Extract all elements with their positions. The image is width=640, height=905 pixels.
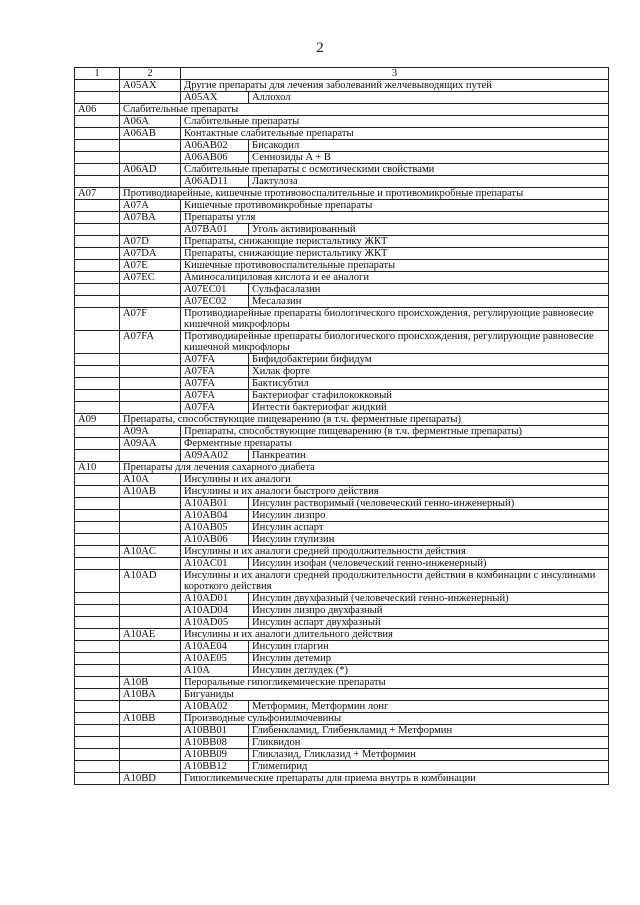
name-cell: Глимепирид xyxy=(249,761,609,773)
table-row xyxy=(75,224,609,236)
subgroup-cell xyxy=(120,522,181,534)
code-cell: A07FA xyxy=(120,331,181,354)
table-row xyxy=(75,546,609,558)
code-cell: A09A xyxy=(120,426,181,438)
table-row xyxy=(75,212,609,224)
group-cell xyxy=(75,390,120,402)
name-cell: Гликвидон xyxy=(249,737,609,749)
table-row xyxy=(75,605,609,617)
group-cell xyxy=(75,366,120,378)
name-cell: Инсулины и их аналоги средней продолжительности действия xyxy=(181,546,609,558)
code-cell: A10AC01 xyxy=(181,558,249,570)
code-cell: A09AA xyxy=(120,438,181,450)
table-row xyxy=(75,629,609,641)
table-body xyxy=(75,68,609,785)
code-cell: A10AB05 xyxy=(181,522,249,534)
name-cell: Инсулин аспарт двухфазный xyxy=(249,617,609,629)
code-cell: A07EC xyxy=(120,272,181,284)
name-cell: Интести бактериофаг жидкий xyxy=(249,402,609,414)
code-cell: A10AE05 xyxy=(181,653,249,665)
group-cell xyxy=(75,546,120,558)
name-cell: Производные сульфонилмочевины xyxy=(181,713,609,725)
code-cell: A10A xyxy=(120,474,181,486)
table-row xyxy=(75,331,609,354)
code-cell: A07BA01 xyxy=(181,224,249,236)
subgroup-cell xyxy=(120,749,181,761)
code-cell: A10BD xyxy=(120,773,181,785)
code-cell: A10AE04 xyxy=(181,641,249,653)
name-cell: Метформин, Метформин лонг xyxy=(249,701,609,713)
code-cell: A10AD01 xyxy=(181,593,249,605)
code-cell: A06AD11 xyxy=(181,176,249,188)
code-cell: A07E xyxy=(120,260,181,272)
subgroup-cell xyxy=(120,152,181,164)
code-cell: A06AB06 xyxy=(181,152,249,164)
code-cell: A07FA xyxy=(181,402,249,414)
group-cell xyxy=(75,689,120,701)
group-cell xyxy=(75,677,120,689)
code-cell: A06AB xyxy=(120,128,181,140)
page-number: 2 xyxy=(316,40,324,56)
code-cell: A06A xyxy=(120,116,181,128)
table-row xyxy=(75,749,609,761)
subgroup-cell xyxy=(120,354,181,366)
name-cell: Инсулин лизпро двухфазный xyxy=(249,605,609,617)
group-cell xyxy=(75,773,120,785)
table-row xyxy=(75,426,609,438)
group-cell xyxy=(75,486,120,498)
subgroup-cell xyxy=(120,450,181,462)
group-cell xyxy=(75,176,120,188)
name-cell: Инсулины и их аналоги быстрого действия xyxy=(181,486,609,498)
name-cell: Препараты, снижающие перистальтику ЖКТ xyxy=(181,248,609,260)
table-row xyxy=(75,701,609,713)
group-cell xyxy=(75,354,120,366)
group-cell xyxy=(75,617,120,629)
code-cell: A10BB01 xyxy=(181,725,249,737)
subgroup-cell xyxy=(120,653,181,665)
table-row xyxy=(75,402,609,414)
subgroup-cell xyxy=(120,534,181,546)
group-cell xyxy=(75,128,120,140)
name-cell: Гипогликемические препараты для приема внутрь в комбинации xyxy=(181,773,609,785)
subgroup-cell xyxy=(120,224,181,236)
name-cell: Инсулин гларгин xyxy=(249,641,609,653)
code-cell: A10B xyxy=(120,677,181,689)
group-cell xyxy=(75,641,120,653)
group-cell xyxy=(75,402,120,414)
subgroup-cell xyxy=(120,284,181,296)
group-cell xyxy=(75,558,120,570)
table-row xyxy=(75,152,609,164)
code-cell: A10AB xyxy=(120,486,181,498)
name-cell: Инсулин деглудек (*) xyxy=(249,665,609,677)
name-cell: Контактные слабительные препараты xyxy=(181,128,609,140)
table-row xyxy=(75,104,609,116)
group-cell xyxy=(75,92,120,104)
subgroup-cell xyxy=(120,510,181,522)
table-row xyxy=(75,677,609,689)
table-row xyxy=(75,140,609,152)
table-row xyxy=(75,689,609,701)
group-cell xyxy=(75,701,120,713)
code-cell: A10BA xyxy=(120,689,181,701)
name-cell: Аллохол xyxy=(249,92,609,104)
table-row xyxy=(75,272,609,284)
group-cell xyxy=(75,200,120,212)
table-row xyxy=(75,164,609,176)
table-row xyxy=(75,308,609,331)
subgroup-cell xyxy=(120,140,181,152)
table-row xyxy=(75,296,609,308)
name-cell: Лактулоза xyxy=(249,176,609,188)
table-row xyxy=(75,128,609,140)
name-cell: Другие препараты для лечения заболеваний желчевыводящих путей xyxy=(181,80,609,92)
group-cell xyxy=(75,260,120,272)
table-row xyxy=(75,248,609,260)
name-cell: Препараты, снижающие перистальтику ЖКТ xyxy=(181,236,609,248)
code-cell: A10AD xyxy=(120,570,181,593)
group-cell xyxy=(75,570,120,593)
table-row xyxy=(75,653,609,665)
table-row xyxy=(75,486,609,498)
name-cell: Слабительные препараты xyxy=(181,116,609,128)
table-row xyxy=(75,641,609,653)
code-cell: A07FA xyxy=(181,390,249,402)
name-cell: Пероральные гипогликемические препараты xyxy=(181,677,609,689)
name-cell: Препараты для лечения сахарного диабета xyxy=(120,462,609,474)
name-cell: Панкреатин xyxy=(249,450,609,462)
group-cell xyxy=(75,450,120,462)
code-cell: A07F xyxy=(120,308,181,331)
group-cell xyxy=(75,224,120,236)
table-row xyxy=(75,761,609,773)
group-cell xyxy=(75,629,120,641)
name-cell: Инсулины и их аналоги xyxy=(181,474,609,486)
subgroup-cell xyxy=(120,498,181,510)
group-cell xyxy=(75,498,120,510)
group-cell xyxy=(75,140,120,152)
subgroup-cell xyxy=(120,92,181,104)
subgroup-cell xyxy=(120,701,181,713)
table-row xyxy=(75,438,609,450)
group-cell xyxy=(75,80,120,92)
group-cell xyxy=(75,152,120,164)
name-cell: Бактериофаг стафилококковый xyxy=(249,390,609,402)
group-cell: A06 xyxy=(75,104,120,116)
table-row xyxy=(75,260,609,272)
group-cell xyxy=(75,725,120,737)
group-cell xyxy=(75,212,120,224)
subgroup-cell xyxy=(120,390,181,402)
code-cell: A07FA xyxy=(181,354,249,366)
name-cell: Глибенкламид, Глибенкламид + Метформин xyxy=(249,725,609,737)
table-row xyxy=(75,773,609,785)
name-cell: Инсулин аспарт xyxy=(249,522,609,534)
table-row xyxy=(75,414,609,426)
name-cell: Инсулин двухфазный (человеческий генно-инженерный) xyxy=(249,593,609,605)
table-row xyxy=(75,200,609,212)
group-cell xyxy=(75,713,120,725)
name-cell: Кишечные противовоспалительные препараты xyxy=(181,260,609,272)
table-row xyxy=(75,725,609,737)
table-row xyxy=(75,510,609,522)
name-cell: Кишечные противомикробные препараты xyxy=(181,200,609,212)
name-cell: Препараты, способствующие пищеварению (в т.ч. ферментные препараты) xyxy=(120,414,609,426)
header-cell-3: 3 xyxy=(181,68,609,80)
subgroup-cell xyxy=(120,378,181,390)
code-cell: A10A xyxy=(181,665,249,677)
name-cell: Бисакодил xyxy=(249,140,609,152)
group-cell xyxy=(75,378,120,390)
code-cell: A07EC02 xyxy=(181,296,249,308)
group-cell xyxy=(75,284,120,296)
name-cell: Хилак форте xyxy=(249,366,609,378)
table-row xyxy=(75,570,609,593)
name-cell: Инсулин растворимый (человеческий генно-инженерный) xyxy=(249,498,609,510)
name-cell: Месалазин xyxy=(249,296,609,308)
name-cell: Противодиарейные препараты биологического происхождения, регулирующие равновесие кишечной микрофлоры xyxy=(181,308,609,331)
group-cell xyxy=(75,522,120,534)
code-cell: A10AD04 xyxy=(181,605,249,617)
group-cell: A09 xyxy=(75,414,120,426)
group-cell xyxy=(75,331,120,354)
code-cell: A10BB12 xyxy=(181,761,249,773)
header-cell-1: 1 xyxy=(75,68,120,80)
code-cell: A07EC01 xyxy=(181,284,249,296)
name-cell: Аминосалициловая кислота и ее аналоги xyxy=(181,272,609,284)
group-cell xyxy=(75,534,120,546)
table-row xyxy=(75,522,609,534)
table-row xyxy=(75,116,609,128)
group-cell xyxy=(75,653,120,665)
code-cell: A10BB09 xyxy=(181,749,249,761)
name-cell: Сеннозиды A + B xyxy=(249,152,609,164)
name-cell: Препараты, способствующие пищеварению (в т.ч. ферментные препараты) xyxy=(181,426,609,438)
subgroup-cell xyxy=(120,402,181,414)
code-cell: A10BA02 xyxy=(181,701,249,713)
table-row xyxy=(75,390,609,402)
subgroup-cell xyxy=(120,641,181,653)
table-row xyxy=(75,498,609,510)
code-cell: A10BB08 xyxy=(181,737,249,749)
table-row xyxy=(75,534,609,546)
group-cell xyxy=(75,308,120,331)
header-row xyxy=(75,68,609,80)
subgroup-cell xyxy=(120,558,181,570)
name-cell: Уголь активированный xyxy=(249,224,609,236)
code-cell: A07DA xyxy=(120,248,181,260)
table-row xyxy=(75,665,609,677)
name-cell: Инсулин глулизин xyxy=(249,534,609,546)
group-cell xyxy=(75,737,120,749)
name-cell: Препараты угля xyxy=(181,212,609,224)
code-cell: A10AD05 xyxy=(181,617,249,629)
group-cell xyxy=(75,272,120,284)
code-cell: A07BA xyxy=(120,212,181,224)
table-row xyxy=(75,593,609,605)
name-cell: Слабительные препараты xyxy=(120,104,609,116)
table-row xyxy=(75,366,609,378)
group-cell xyxy=(75,438,120,450)
name-cell: Инсулин изофан (человеческий генно-инженерный) xyxy=(249,558,609,570)
group-cell xyxy=(75,248,120,260)
table-row xyxy=(75,378,609,390)
group-cell xyxy=(75,236,120,248)
group-cell xyxy=(75,116,120,128)
table-row xyxy=(75,354,609,366)
name-cell: Инсулин детемир xyxy=(249,653,609,665)
group-cell xyxy=(75,665,120,677)
name-cell: Слабительные препараты с осмотическими свойствами xyxy=(181,164,609,176)
name-cell: Бигуаниды xyxy=(181,689,609,701)
name-cell: Инсулины и их аналоги средней продолжительности действия в комбинации с инсулинами короткого действия xyxy=(181,570,609,593)
group-cell: A07 xyxy=(75,188,120,200)
subgroup-cell xyxy=(120,593,181,605)
subgroup-cell xyxy=(120,366,181,378)
subgroup-cell xyxy=(120,725,181,737)
group-cell xyxy=(75,593,120,605)
code-cell: A07FA xyxy=(181,366,249,378)
subgroup-cell xyxy=(120,176,181,188)
code-cell: A06AD xyxy=(120,164,181,176)
code-cell: A06AB02 xyxy=(181,140,249,152)
table-row xyxy=(75,617,609,629)
code-cell: A10AB01 xyxy=(181,498,249,510)
code-cell: A10AB06 xyxy=(181,534,249,546)
subgroup-cell xyxy=(120,617,181,629)
table-row xyxy=(75,474,609,486)
code-cell: A10AB04 xyxy=(181,510,249,522)
name-cell: Сульфасалазин xyxy=(249,284,609,296)
group-cell xyxy=(75,474,120,486)
table-row xyxy=(75,737,609,749)
code-cell: A07A xyxy=(120,200,181,212)
subgroup-cell xyxy=(120,296,181,308)
group-cell xyxy=(75,749,120,761)
name-cell: Противодиарейные, кишечные противовоспалительные и противомикробные препараты xyxy=(120,188,609,200)
table-row xyxy=(75,713,609,725)
group-cell xyxy=(75,164,120,176)
table-row xyxy=(75,558,609,570)
table-row xyxy=(75,450,609,462)
group-cell xyxy=(75,510,120,522)
table-row xyxy=(75,284,609,296)
code-cell: A09AA02 xyxy=(181,450,249,462)
name-cell: Противодиарейные препараты биологического происхождения, регулирующие равновесие кишечной микрофлоры xyxy=(181,331,609,354)
table-row xyxy=(75,176,609,188)
code-cell: A10BB xyxy=(120,713,181,725)
group-cell xyxy=(75,761,120,773)
code-cell: A10AE xyxy=(120,629,181,641)
name-cell: Бифидобактерии бифидум xyxy=(249,354,609,366)
subgroup-cell xyxy=(120,737,181,749)
subgroup-cell xyxy=(120,665,181,677)
table-row xyxy=(75,80,609,92)
group-cell xyxy=(75,296,120,308)
name-cell: Гликлазид, Гликлазид + Метформин xyxy=(249,749,609,761)
code-cell: A07FA xyxy=(181,378,249,390)
table-row xyxy=(75,188,609,200)
header-cell-2: 2 xyxy=(120,68,181,80)
code-cell: A05AX xyxy=(181,92,249,104)
name-cell: Инсулины и их аналоги длительного действия xyxy=(181,629,609,641)
subgroup-cell xyxy=(120,761,181,773)
table-row xyxy=(75,92,609,104)
code-cell: A07D xyxy=(120,236,181,248)
code-cell: A10AC xyxy=(120,546,181,558)
name-cell: Бактисубтил xyxy=(249,378,609,390)
group-cell xyxy=(75,426,120,438)
group-cell xyxy=(75,605,120,617)
subgroup-cell xyxy=(120,605,181,617)
code-cell: A05AX xyxy=(120,80,181,92)
name-cell: Инсулин лизпро xyxy=(249,510,609,522)
table-row xyxy=(75,236,609,248)
name-cell: Ферментные препараты xyxy=(181,438,609,450)
table-row xyxy=(75,462,609,474)
atc-table xyxy=(74,67,609,785)
group-cell: A10 xyxy=(75,462,120,474)
